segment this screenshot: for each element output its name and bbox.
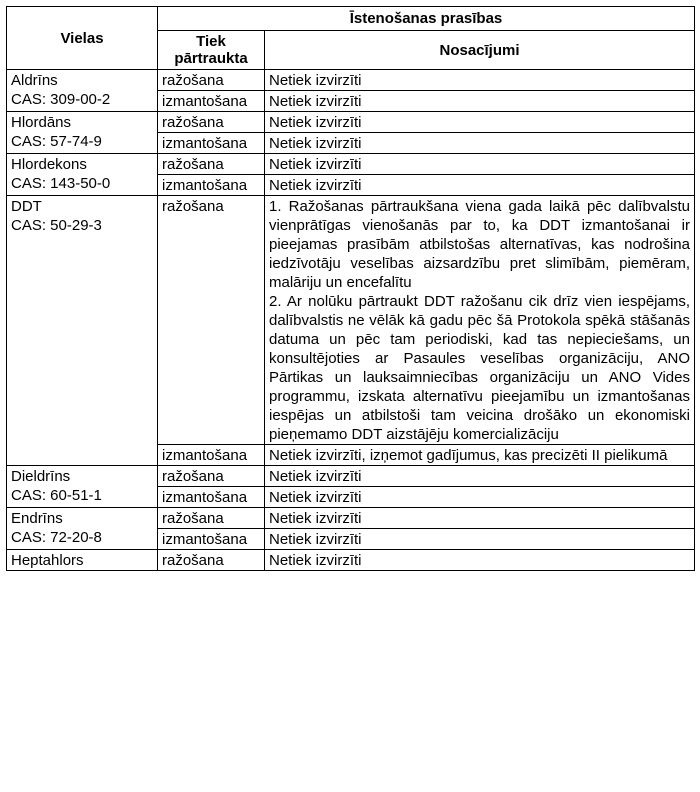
table-row: [7, 154, 695, 175]
substances-table: [6, 6, 695, 571]
substance-name: Dieldrīns: [11, 468, 71, 485]
header-implementation: Īstenošanas prasības: [158, 7, 695, 31]
use-conditions: Netiek izvirzīti: [265, 175, 695, 196]
activity-production: ražošana: [158, 112, 265, 133]
use-conditions: Netiek izvirzīti: [265, 529, 695, 550]
cas-number: CAS: 143-50-0: [11, 175, 111, 192]
production-conditions: Netiek izvirzīti: [265, 466, 695, 487]
activity-production: ražošana: [158, 70, 265, 91]
production-conditions: [265, 196, 695, 445]
production-conditions: Netiek izvirzīti: [265, 154, 695, 175]
table-row: [7, 508, 695, 529]
cas-number: CAS: 72-20-8: [11, 529, 102, 546]
activity-production: ražošana: [158, 154, 265, 175]
substance-cell: [7, 466, 158, 508]
production-conditions: Netiek izvirzīti: [265, 70, 695, 91]
substance-cell: [7, 196, 158, 466]
cas-number: CAS: 57-74-9: [11, 133, 102, 150]
substance-name: DDT: [11, 198, 42, 215]
substance-name: Hlordāns: [11, 114, 72, 131]
activity-use: izmantošana: [158, 91, 265, 112]
activity-use: izmantošana: [158, 133, 265, 154]
activity-production: ražošana: [158, 508, 265, 529]
substance-cell: [7, 508, 158, 550]
substance-name: Heptahlors: [11, 552, 84, 569]
activity-use: izmantošana: [158, 445, 265, 466]
header-substances: Vielas: [7, 7, 158, 70]
substance-cell: [7, 154, 158, 196]
substance-cell: [7, 112, 158, 154]
use-conditions: Netiek izvirzīti, izņemot gadījumus, kas precizēti II pielikumā: [265, 445, 695, 466]
production-conditions: Netiek izvirzīti: [265, 112, 695, 133]
activity-production: ražošana: [158, 550, 265, 571]
production-conditions: Netiek izvirzīti: [265, 550, 695, 571]
activity-production: ražošana: [158, 466, 265, 487]
activity-use: izmantošana: [158, 175, 265, 196]
use-conditions: Netiek izvirzīti: [265, 487, 695, 508]
cas-number: CAS: 309-00-2: [11, 91, 111, 108]
substance-name: Aldrīns: [11, 72, 58, 89]
activity-use: izmantošana: [158, 529, 265, 550]
use-conditions: Netiek izvirzīti: [265, 133, 695, 154]
production-conditions: Netiek izvirzīti: [265, 508, 695, 529]
condition-paragraph-1: 1. Ražošanas pārtraukšana viena gada laikā pēc dalībvalstu vienprātīgas vienošanās par to, ka DDT izmantošanai ir pieejamas prasībām atbilstošas alternatīvas, kas nodrošina iedzīvotāju veselības aizsardzību pret slimībām, piemēram, malāriju un encefalītu: [269, 198, 690, 291]
table-row: [7, 550, 695, 571]
substance-name: Hlordekons: [11, 156, 87, 173]
cas-number: CAS: 60-51-1: [11, 487, 102, 504]
activity-production: ražošana: [158, 196, 265, 445]
substance-name: Endrīns: [11, 510, 63, 527]
table-row: [7, 466, 695, 487]
table-row: [7, 70, 695, 91]
header-discontinued: Tiek pārtraukta: [158, 31, 265, 70]
cas-number: CAS: 50-29-3: [11, 217, 102, 234]
use-conditions: Netiek izvirzīti: [265, 91, 695, 112]
table-row: [7, 112, 695, 133]
table-row: [7, 196, 695, 445]
activity-use: izmantošana: [158, 487, 265, 508]
substance-cell: [7, 550, 158, 571]
condition-paragraph-2: 2. Ar nolūku pārtraukt DDT ražošanu cik drīz vien iespējams, dalībvalstis ne vēlāk kā gadu pēc šā Protokola spēkā stāšanās datuma un pēc tam periodiski, kad tas nepieciešams, un konsultējoties ar Pasaules veselības organizāciju, ANO Pārtikas un lauksaimniecības organizāciju un ANO Vides programmu, izskata alternatīvu pieejamību un izmantošanas iespējas un atbilstoši tam veicina drošāko un ekonomiski pieņemamo DDT aizstājēju komercializāciju: [269, 293, 690, 443]
substance-cell: [7, 70, 158, 112]
header-conditions: Nosacījumi: [265, 31, 695, 70]
